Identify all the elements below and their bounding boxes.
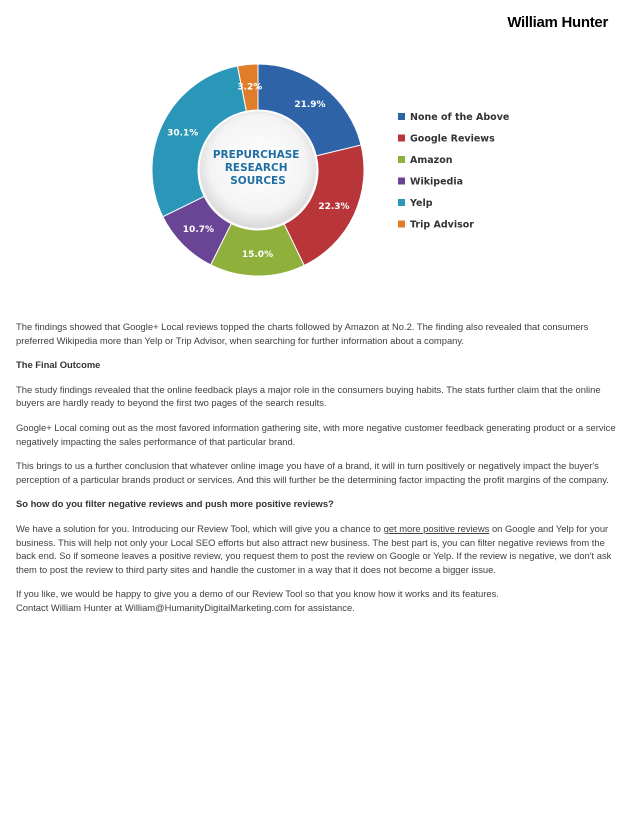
legend-entry-wikipedia: Wikipedia xyxy=(410,176,464,188)
paragraph-contact xyxy=(16,587,622,614)
center-title-line-1: PREPURCHASE xyxy=(212,149,300,161)
paragraph-study-findings: The study findings revealed that the online feedback plays a major role in the consumers buying habits. The stats further claim that the online buyers are hardly ready to beyond the first two pages of the search results. xyxy=(16,383,601,409)
demo-offer-text: If you like, we would be happy to give you a demo of our Review Tool so that you know how it works and its features. xyxy=(16,588,499,600)
slice-label-yelp: 30.1% xyxy=(167,128,199,139)
legend-entry-trip-advisor: Trip Advisor xyxy=(410,219,474,231)
legend-swatch-trip-advisor xyxy=(398,221,405,228)
paragraph-review-tool xyxy=(16,522,622,576)
paragraph-conclusion: This brings to us a further conclusion that whatever online image you have of a brand, it will in turn positively or negatively impact the buyer's perception of a particular brands product or services. And this will further be the determining factor impacting the profit margins of the company. xyxy=(16,460,609,485)
paragraph-google-local: Google+ Local coming out as the most favored information gathering site, with more negative customer feedback generating product or a service negatively impacting the sales performance of that particular brand. xyxy=(16,421,616,447)
slice-label-google-reviews: 22.3% xyxy=(318,201,350,212)
legend-entry-google-reviews: Google Reviews xyxy=(410,133,495,145)
chart-legend xyxy=(398,112,509,231)
get-more-positive-reviews-link[interactable]: get more positive reviews xyxy=(383,522,490,534)
legend-entry-yelp: Yelp xyxy=(410,198,433,209)
legend-swatch-wikipedia xyxy=(398,178,405,185)
heading-filter-reviews: So how do you filter negative reviews and push more positive reviews? xyxy=(16,498,334,510)
slice-label-trip-advisor: 3.2% xyxy=(237,82,263,93)
slice-label-amazon: 15.0% xyxy=(241,249,274,260)
prepurchase-donut-chart xyxy=(0,0,638,300)
slice-label-none-of-the-above: 21.9% xyxy=(294,99,326,110)
article-body xyxy=(16,320,622,626)
paragraph-findings: The findings showed that Google+ Local reviews topped the charts followed by Amazon at No.2. The finding also revealed that consumers preferred Wikipedia more than Yelp or Trip Advisor, when searching for further information about a company. xyxy=(16,321,589,346)
legend-swatch-google-reviews xyxy=(398,135,405,142)
contact-text: Contact William Hunter at William@HumanityDigitalMarketing.com for assistance. xyxy=(16,601,355,613)
legend-entry-none-of-the-above: None of the Above xyxy=(410,112,510,123)
review-tool-text-end: on Google and Yelp for your business. This will help not only your Local SEO efforts but also attract new business. The best part is, you can filter negative reviews from the back end. So if someone leaves a positive review, you request them to post the review on Google or Yelp. If the review is negative, we don't ask them to post the review to third party sites and handle the customer in a way that it does not become a bigger issue. xyxy=(16,522,612,575)
center-title-line-3: SOURCES xyxy=(230,175,286,187)
legend-swatch-amazon xyxy=(398,156,405,163)
heading-final-outcome: The Final Outcome xyxy=(16,359,101,371)
author-name: William Hunter xyxy=(507,14,608,31)
legend-swatch-none-of-the-above xyxy=(398,113,405,120)
center-title-line-2: RESEARCH xyxy=(224,162,288,174)
slice-label-wikipedia: 10.7% xyxy=(182,225,215,236)
legend-swatch-yelp xyxy=(398,199,405,206)
review-tool-text-start: We have a solution for you. Introducing our Review Tool, which will give you a chance to xyxy=(16,522,384,534)
legend-entry-amazon: Amazon xyxy=(410,155,453,166)
